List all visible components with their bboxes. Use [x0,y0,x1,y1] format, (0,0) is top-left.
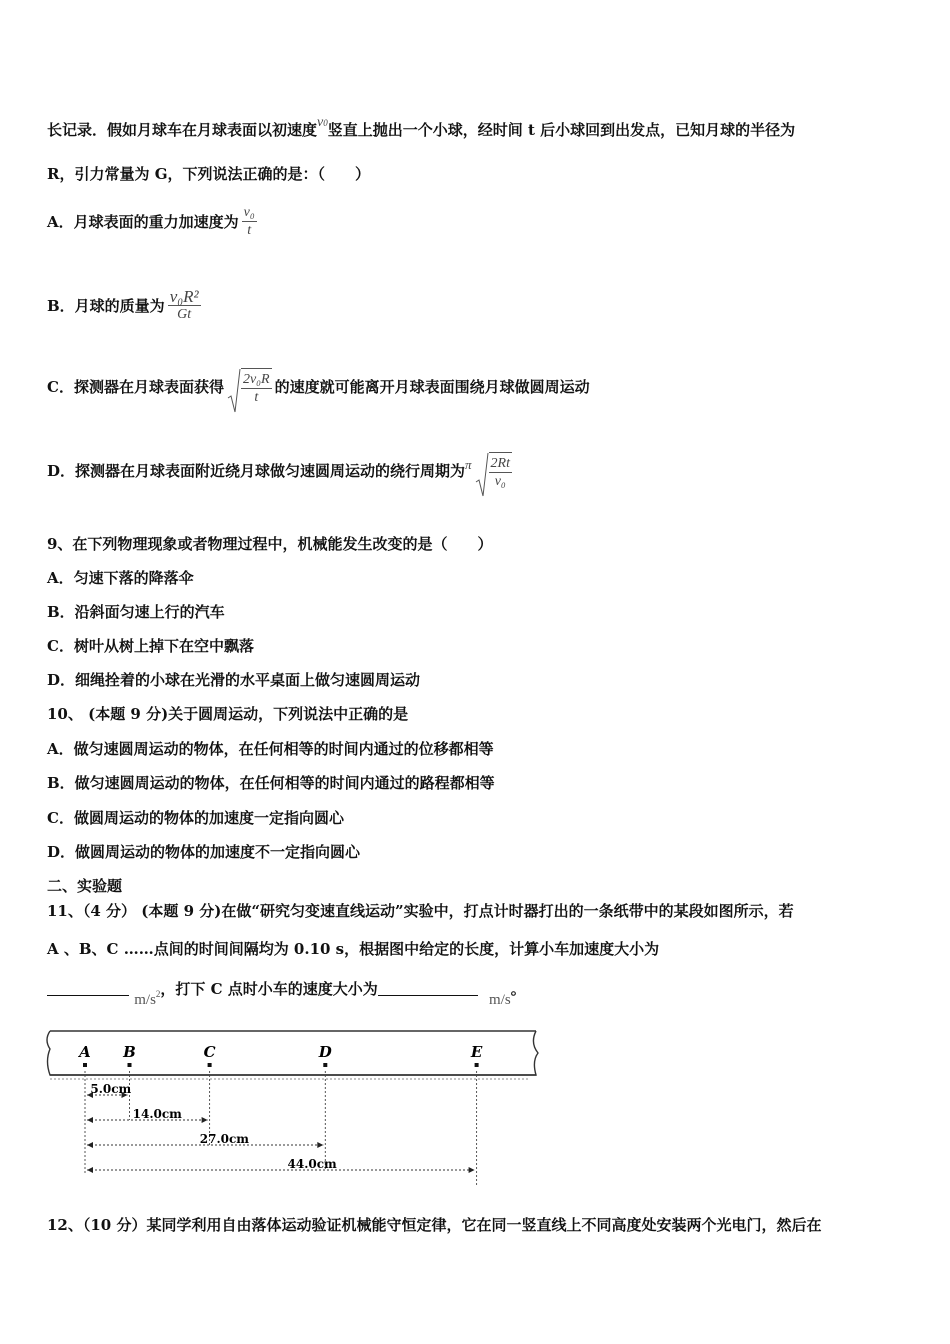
answer-blank-acceleration[interactable] [47,981,129,996]
q11-end-mark: 。 [510,980,526,998]
tape-dot-A [83,1063,87,1067]
q11-line-1: 11、（4 分） (本题 9 分)在做“研究匀变速直线运动”实验中，打点计时器打出的一条纸带中的某段如图所示，若 [47,902,794,920]
q9-option-a: A．匀速下落的降落伞 [47,569,194,587]
q8-option-c [47,368,590,406]
q8-option-b [47,288,204,323]
q11-line-3 [47,974,526,1008]
q8-a-fraction: $\frac{\text{v₀}}{t}$ [243,205,255,238]
q8-c-text-b: 的速度就可能离开月球表面围绕月球做圆周运动 [274,378,590,396]
unit-m-per-s2: $m/s^2$ [134,989,161,1008]
tape-point-label-C: C [203,1043,216,1061]
intro-text-a: 长记录．假如月球车在月球表面以初速度 [47,121,318,139]
q8-d-text: D．探测器在月球表面附近绕月球做匀速圆周运动的绕行周期为 [47,462,466,480]
intro-text-b: 竖直上抛出一个小球，经时间 t 后小球回到出发点，已知月球的半径为 [327,121,796,139]
q9-stem: 9、在下列物理现象或者物理过程中，机械能发生改变的是（ ） [47,535,493,553]
q8-option-d [47,452,515,490]
intro-line-2: R，引力常量为 G，下列说法正确的是：（ ） [47,165,371,183]
v0-symbol: v0 [317,115,328,130]
q8-b-text: B．月球的质量为 [47,296,165,315]
q8-c-text-a: C．探测器在月球表面获得 [47,378,224,396]
dimension-label-3: 27.0cm [199,1132,249,1146]
tape-point-label-A: A [79,1043,91,1061]
intro-line-1 [47,113,795,140]
unit-m-per-s: m/s [489,992,511,1008]
q10-option-b: B．做匀速圆周运动的物体，在任何相等的时间内通过的路程都相等 [47,774,495,792]
q10-option-a: A．做匀速圆周运动的物体，在任何相等的时间内通过的位移都相等 [47,740,494,758]
q10-stem: 10、 (本题 9 分)关于圆周运动，下列说法中正确的是 [47,705,409,723]
tape-point-label-B: B [123,1043,136,1061]
dimension-arrow-2-start [87,1117,93,1123]
q8-a-text: A．月球表面的重力加速度为 [47,212,239,231]
tape-dot-D [323,1063,327,1067]
q12-line-1: 12、（10 分）某同学利用自由落体运动验证机械能守恒定律，它在同一竖直线上不同高度处安装两个光电门，然后在 [47,1216,822,1234]
q9-option-b: B．沿斜面匀速上行的汽车 [47,603,225,621]
dimension-label-2: 14.0cm [132,1107,182,1121]
pi-symbol: π [465,457,472,472]
dimension-label-4: 44.0cm [287,1157,337,1171]
dimension-label-1: 5.0cm [90,1082,132,1096]
tape-point-label-E: E [470,1043,483,1061]
tape-dot-C [208,1063,212,1067]
sqrt-symbol: $\frac{\text{2v₀R}}{t}$ [227,368,272,406]
section-title: 二、实验题 [47,877,123,895]
tape-point-label-D: D [318,1043,332,1061]
dimension-arrow-3-end [317,1142,323,1148]
dimension-arrow-4-end [469,1167,475,1173]
q8-option-a [47,204,260,239]
dimension-arrow-4-start [87,1167,93,1173]
answer-blank-velocity[interactable] [378,981,478,996]
dimension-arrow-3-start [87,1142,93,1148]
tape-outline [47,1031,538,1075]
dimension-arrow-2-end [202,1117,208,1123]
q8-b-fraction: $\frac{\text{v₀R²}}{Gt}$ [169,287,199,322]
tape-dot-B [128,1063,132,1067]
q11-line-2: A 、B、C ……点间的时间间隔均为 0.10 s，根据图中给定的长度，计算小车加速度大小为 [47,940,660,958]
q10-option-c: C．做圆周运动的物体的加速度一定指向圆心 [47,809,344,827]
q9-option-d: D．细绳拴着的小球在光滑的水平桌面上做匀速圆周运动 [47,671,421,689]
q11-mid-text: ，打下 C 点时小车的速度大小为 [160,980,378,998]
paper-tape-figure [40,1025,550,1185]
tape-dot-E [475,1063,479,1067]
q10-option-d: D．做圆周运动的物体的加速度不一定指向圆心 [47,843,361,861]
sqrt-symbol-d: $\frac{2Rt}{\text{v₀}}$ [475,452,512,490]
q9-option-c: C．树叶从树上掉下在空中飘落 [47,637,254,655]
